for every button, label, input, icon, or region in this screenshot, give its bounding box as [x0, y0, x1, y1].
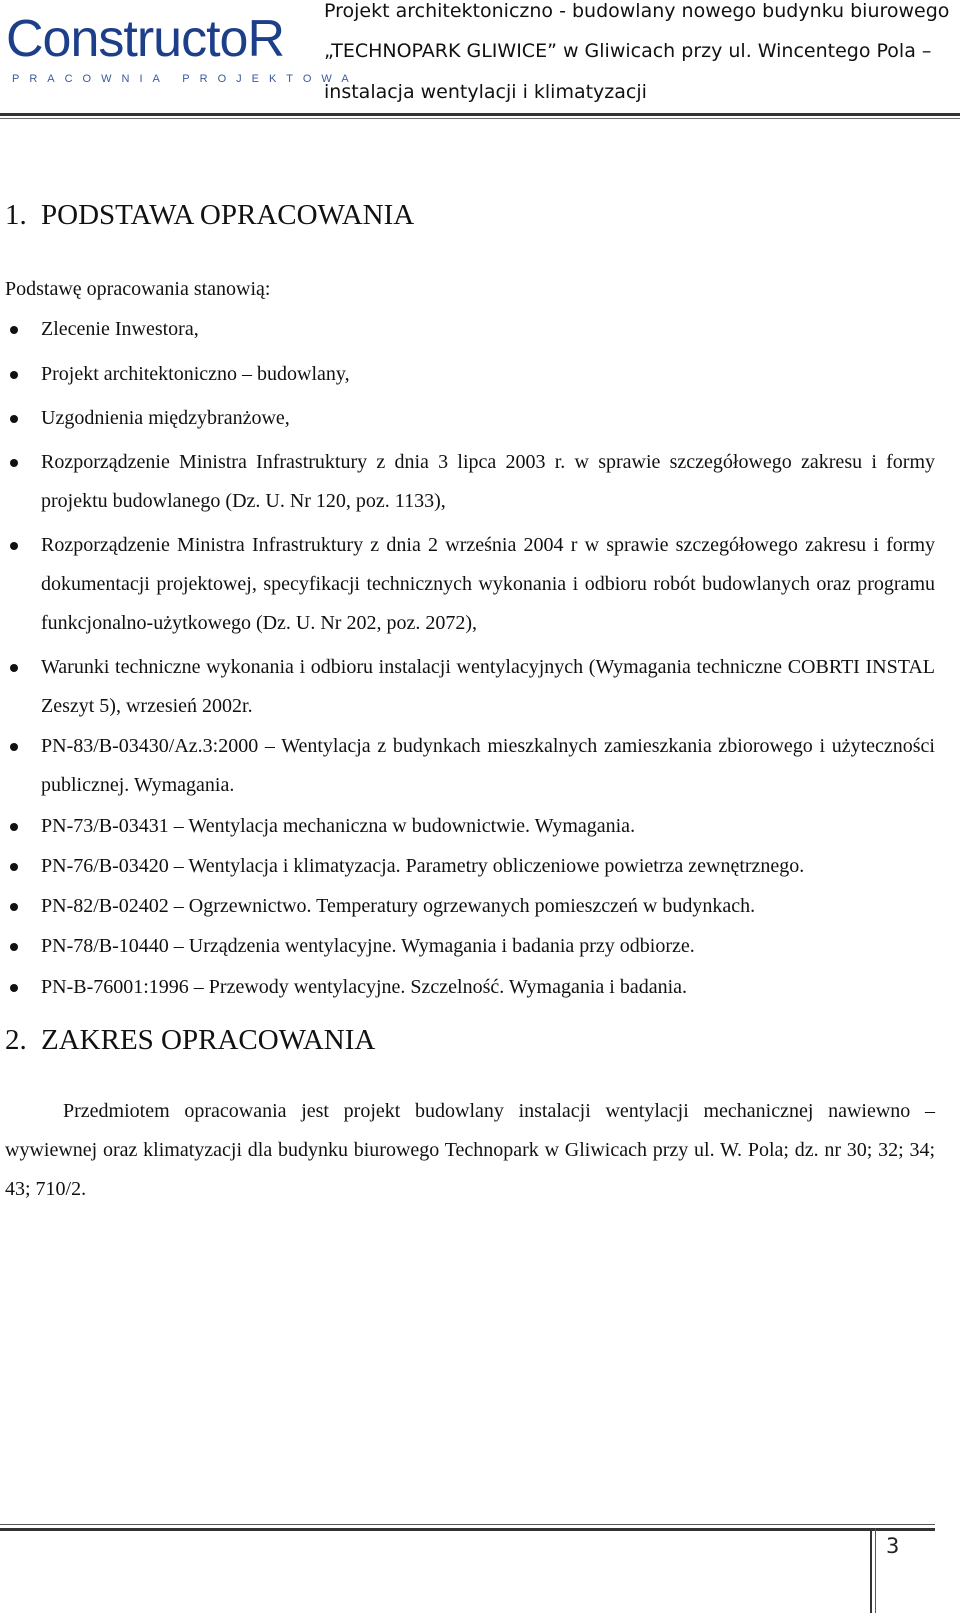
list-item	[41, 355, 935, 394]
list-item-text: PN-73/B-03431 – Wentylacja mechaniczna w budownictwie. Wymagania.	[41, 815, 636, 837]
list-item-text: Warunki techniczne wykonania i odbioru instalacji wentylacyjnych (Wymagania techniczne COBRTI INSTAL Zeszyt 5), wrzesień 2002r.	[41, 656, 935, 717]
footer-divider-thin	[0, 1524, 935, 1525]
list-item	[41, 310, 935, 349]
bullet-icon	[10, 664, 18, 672]
list-item	[41, 526, 935, 643]
footer-vertical-divider-thin	[875, 1528, 876, 1613]
section-1-title: PODSTAWA OPRACOWANIA	[41, 199, 415, 231]
page-header	[0, 0, 960, 122]
bullet-icon	[10, 863, 18, 871]
list-item-text: Zlecenie Inwestora,	[41, 318, 199, 340]
bullet-icon	[10, 984, 18, 992]
list-item	[41, 968, 935, 1007]
list-item	[41, 847, 935, 886]
bullet-icon	[10, 326, 18, 334]
logo-subtitle: PRACOWNIA PROJEKTOWA	[12, 73, 359, 85]
list-item	[41, 399, 935, 438]
list-item-text: PN-76/B-03420 – Wentylacja i klimatyzacja. Parametry obliczeniowe powietrza zewnętrznego.	[41, 855, 805, 877]
bullet-icon	[10, 823, 18, 831]
logo-wordmark: ConstructoR	[6, 10, 284, 68]
section-1-intro: Podstawę opracowania stanowią:	[5, 278, 271, 300]
footer-vertical-divider	[870, 1528, 872, 1613]
list-item-text: PN-82/B-02402 – Ogrzewnictwo. Temperatury ogrzewanych pomieszczeń w budynkach.	[41, 895, 756, 917]
list-item-text: PN-B-76001:1996 – Przewody wentylacyjne. Szczelność. Wymagania i badania.	[41, 976, 688, 998]
section-1-number: 1.	[5, 199, 27, 231]
section-2-title: ZAKRES OPRACOWANIA	[41, 1024, 376, 1056]
list-item-text: Rozporządzenie Ministra Infrastruktury z dnia 2 września 2004 r w sprawie szczegółowego zakresu i formy dokumentacji projektowej, specyfikacji technicznych wykonania i odbioru robót budowlanych oraz programu funkcjonalno-użytkowego (Dz. U. Nr 202, poz. 2072),	[41, 534, 935, 634]
bullet-icon	[10, 542, 18, 550]
bullet-icon	[10, 943, 18, 951]
list-item	[41, 727, 935, 805]
list-item	[41, 807, 935, 846]
list-item-text: PN-83/B-03430/Az.3:2000 – Wentylacja z budynkach mieszkalnych zamieszkania zbiorowego i użyteczności publicznej. Wymagania.	[41, 735, 935, 796]
list-item-text: Projekt architektoniczno – budowlany,	[41, 363, 350, 385]
header-divider	[0, 113, 960, 116]
bullet-icon	[10, 371, 18, 379]
header-line-1: Projekt architektoniczno - budowlany nowego budynku biurowego	[324, 0, 950, 22]
list-item	[41, 887, 935, 926]
section-2-paragraph: Przedmiotem opracowania jest projekt budowlany instalacji wentylacji mechanicznej nawiewno – wywiewnej oraz klimatyzacji dla budynku biurowego Technopark w Gliwicach przy ul. W. Pola; dz. nr 30; 32; 34; 43; 710/2.	[5, 1100, 935, 1200]
bullet-icon	[10, 743, 18, 751]
header-divider-thin	[0, 118, 960, 119]
header-line-3: instalacja wentylacji i klimatyzacji	[324, 81, 647, 103]
list-item-text: Uzgodnienia międzybranżowe,	[41, 407, 290, 429]
company-logo	[6, 6, 359, 88]
section-2-heading	[5, 1024, 375, 1057]
bullet-icon	[10, 459, 18, 467]
list-item	[41, 927, 935, 966]
page-number: 3	[886, 1534, 900, 1558]
section-2-number: 2.	[5, 1024, 27, 1056]
section-1-heading	[5, 199, 414, 232]
list-item	[41, 648, 935, 726]
footer-divider	[0, 1528, 935, 1531]
bullet-icon	[10, 415, 18, 423]
bullet-icon	[10, 903, 18, 911]
header-line-2: „TECHNOPARK GLIWICE” w Gliwicach przy ul. Wincentego Pola –	[324, 40, 932, 62]
list-item-text: Rozporządzenie Ministra Infrastruktury z dnia 3 lipca 2003 r. w sprawie szczegółowego zakresu i formy projektu budowlanego (Dz. U. Nr 120, poz. 1133),	[41, 451, 935, 512]
list-item-text: PN-78/B-10440 – Urządzenia wentylacyjne. Wymagania i badania przy odbiorze.	[41, 935, 695, 957]
list-item	[41, 443, 935, 521]
